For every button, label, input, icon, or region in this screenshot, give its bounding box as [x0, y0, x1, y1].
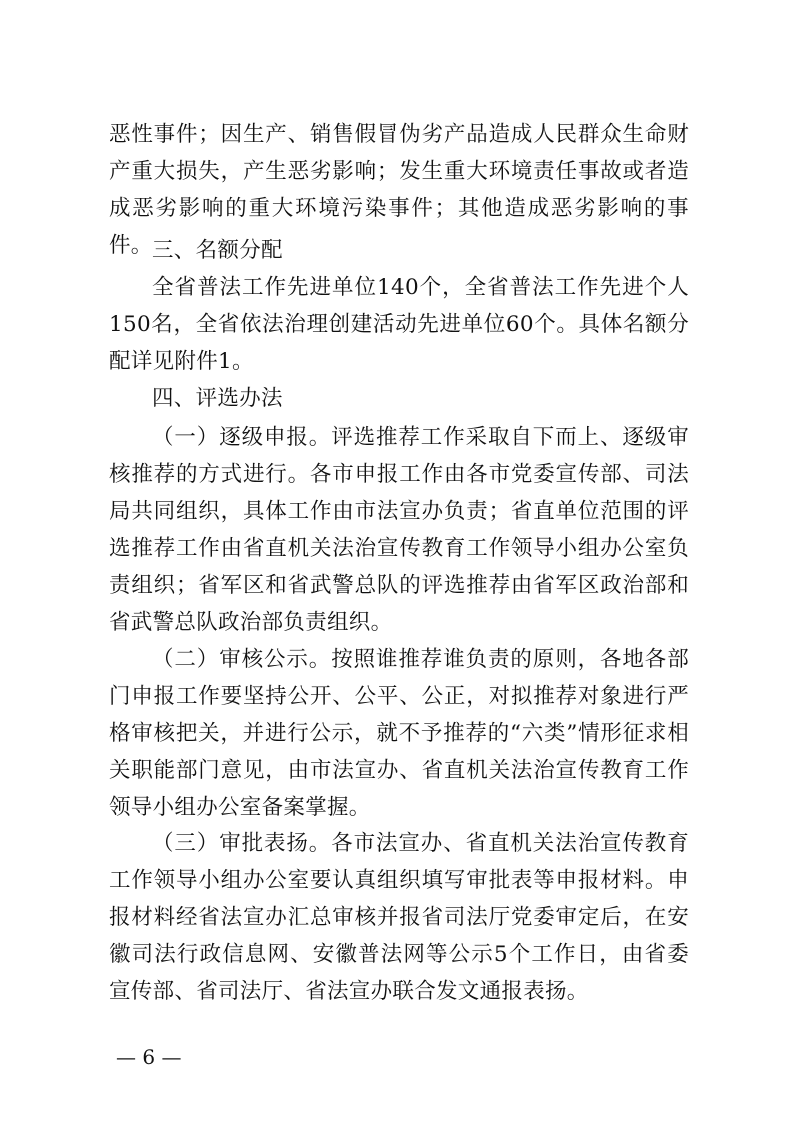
paragraph-step-review	[109, 641, 689, 826]
subheading-step-review: （二）审核公示。	[152, 647, 332, 672]
body-step-approve: 各市法宣办、省直机关法治宣传教育工作领导小组办公室要认真组织填写审批表等申报材料。申报材料经省法宣办汇总审核并报省司法厅党委审定后，在安徽司法行政信息网、安徽普法网等公示5个工作日，由省委宣传部、省司法厅、省法宣办联合发文通报表扬。	[109, 831, 689, 1004]
body-step-declare: 评选推荐工作采取自下而上、逐级审核推荐的方式进行。各市申报工作由各市党委宣传部、司法局共同组织，具体工作由市法宣办负责；省直单位范围的评选推荐工作由省直机关法治宣传教育工作领导小组办公室负责组织；省军区和省武警总队的评选推荐由省军区政治部和省武警总队政治部负责组织。	[109, 425, 689, 635]
body-step-review: 按照谁推荐谁负责的原则，各地各部门申报工作要坚持公开、公平、公正，对拟推荐对象进行严格审核把关，并进行公示，就不予推荐的“六类”情形征求相关职能部门意见，由市法宣办、省直机关法治宣传教育工作领导小组办公室备案掌握。	[109, 647, 689, 820]
subheading-step-approve: （三）审批表扬。	[152, 831, 332, 856]
page-number: — 6 —	[116, 1045, 182, 1069]
paragraph-step-declare	[109, 419, 689, 641]
heading-quota-allocation: 三、名额分配	[152, 238, 283, 263]
paragraph-bad-events: 恶性事件；因生产、销售假冒伪劣产品造成人民群众生命财产重大损失，产生恶劣影响；发生重大环境责任事故或者造成恶劣影响的重大环境污染事件；其他造成恶劣影响的事件。	[109, 122, 689, 258]
paragraph-step-approve	[109, 825, 689, 1010]
paragraph-quota: 全省普法工作先进单位140个，全省普法工作先进个人150名，全省依法治理创建活动先进单位60个。具体名额分配详见附件1。	[109, 275, 689, 374]
subheading-step-declare: （一）逐级申报。	[152, 425, 332, 450]
heading-selection-method: 四、评选办法	[152, 386, 283, 411]
